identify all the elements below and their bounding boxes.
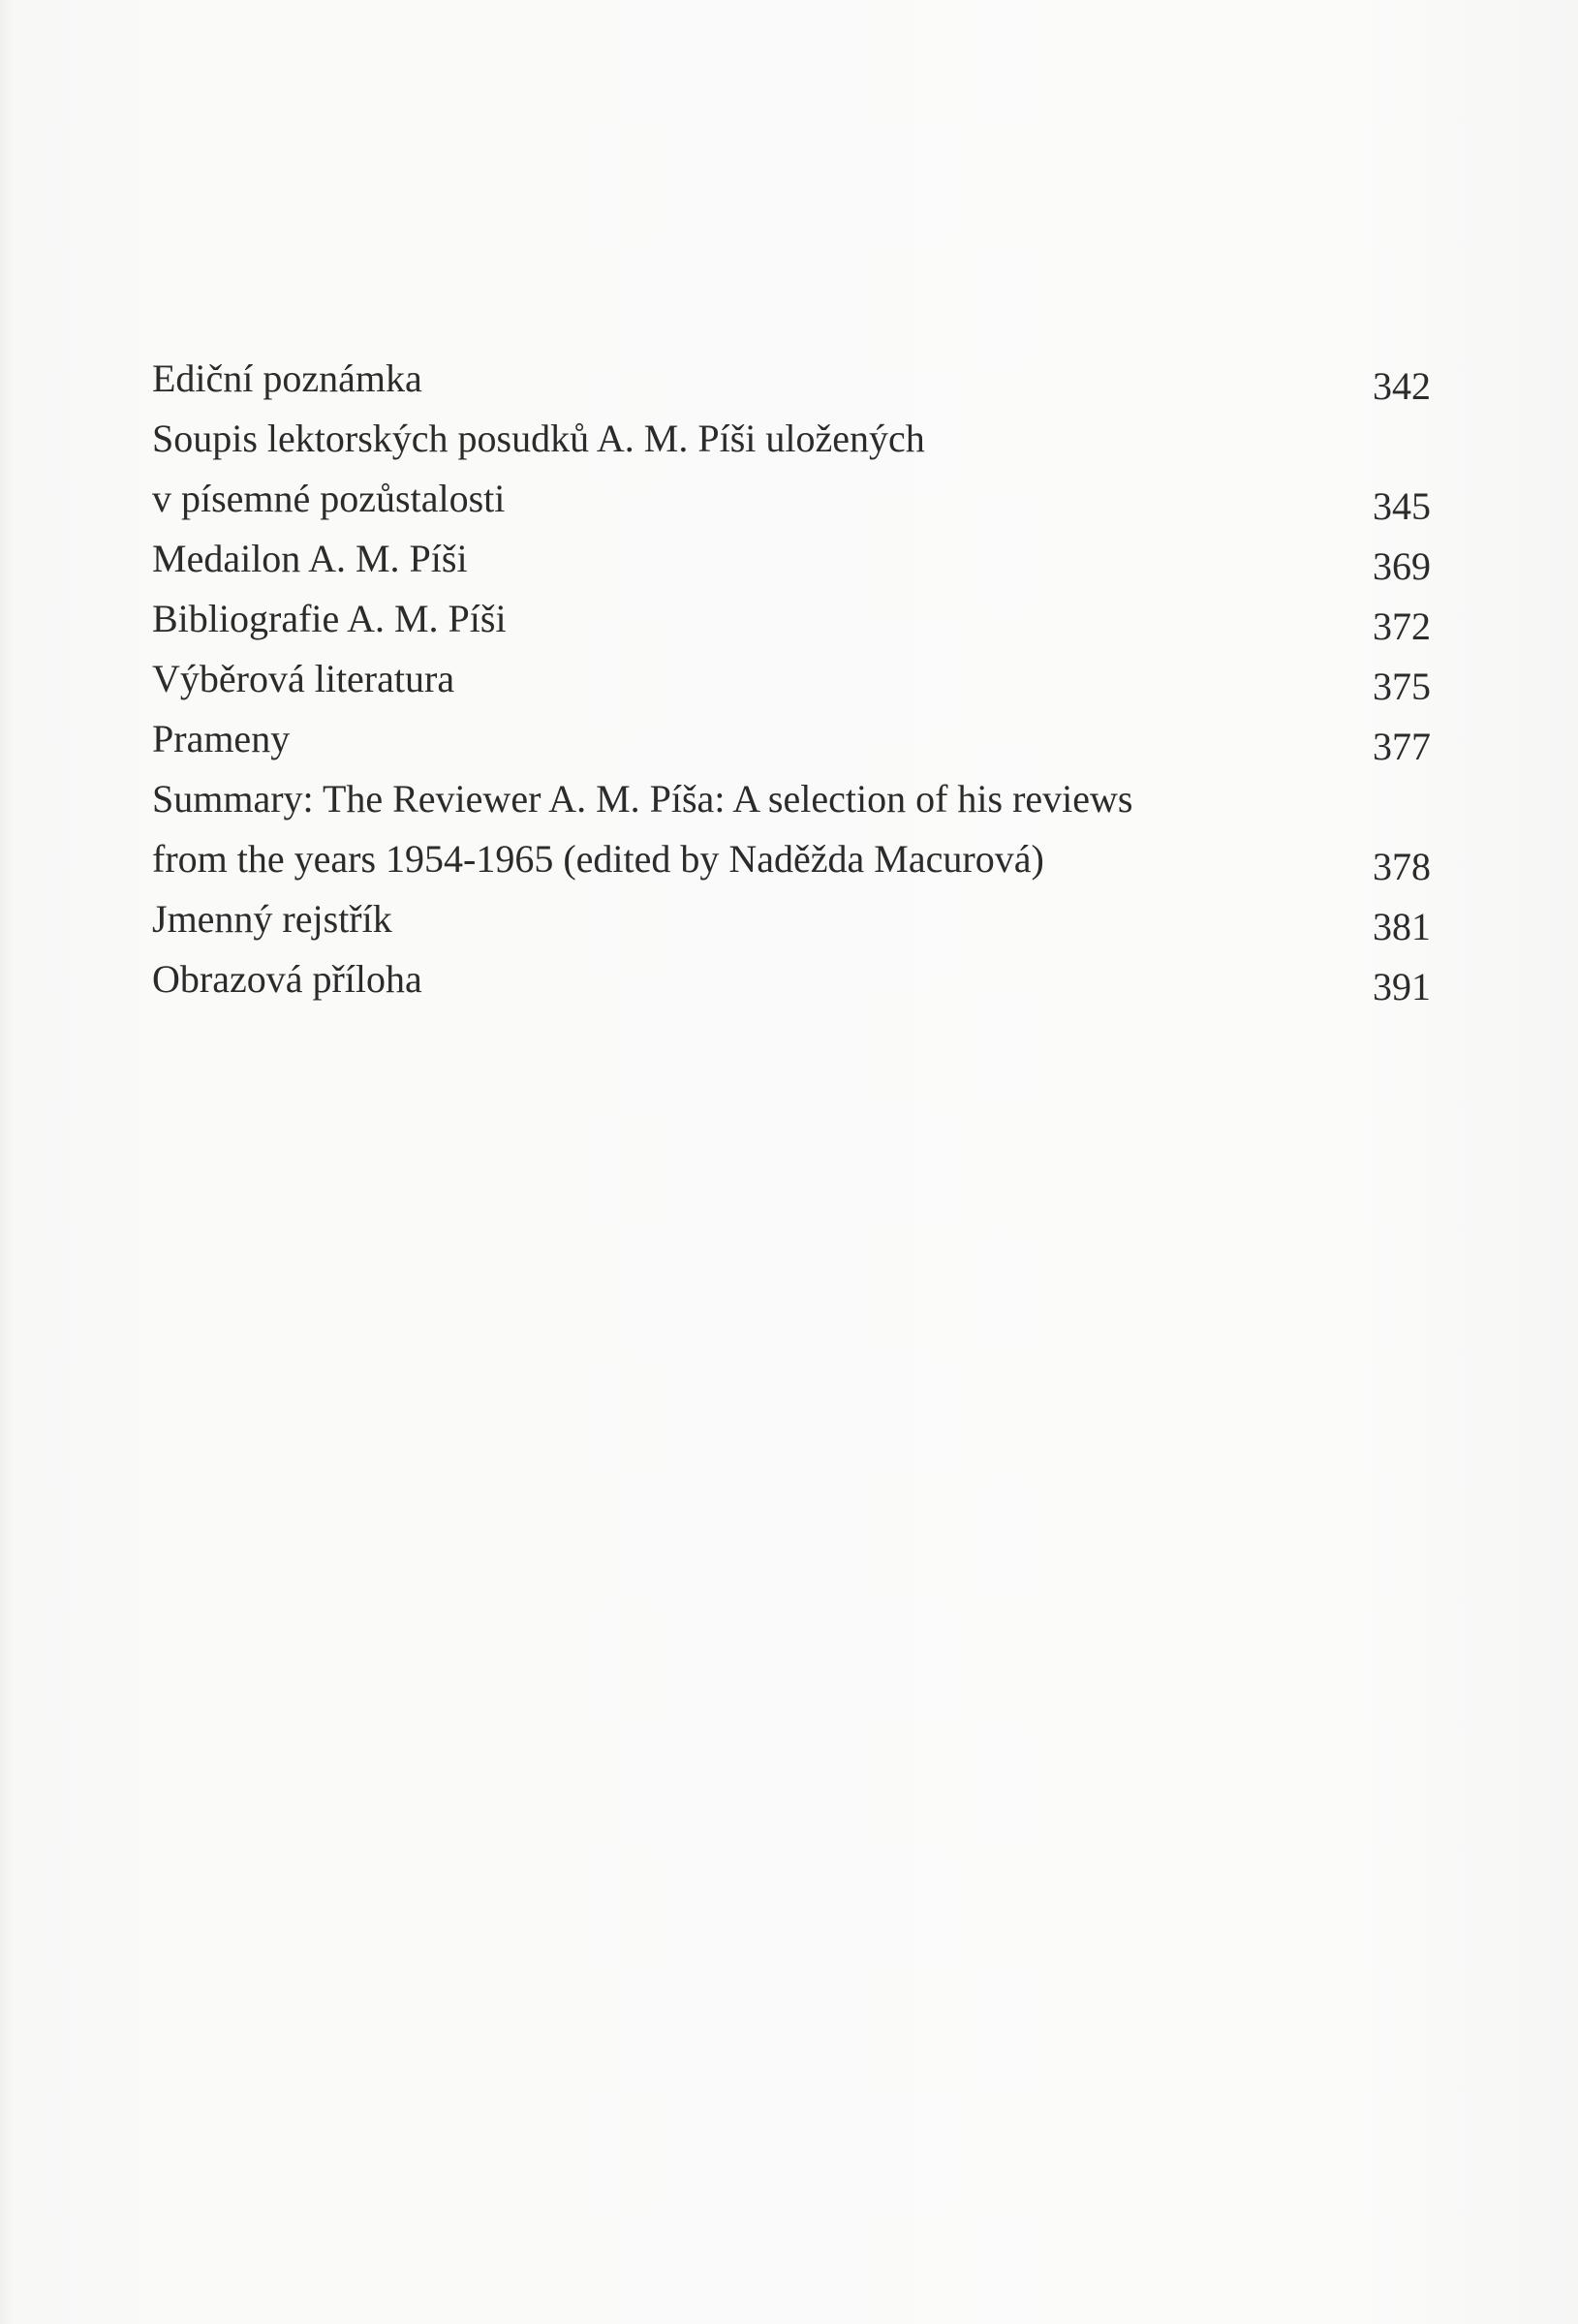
- table-of-contents: [152, 349, 1431, 1009]
- toc-entry-soupis-lektorskych-posudku: [152, 409, 1431, 529]
- toc-entry-page-number: 378: [1373, 845, 1431, 888]
- toc-entry-title: Výběrová literatura: [152, 657, 455, 700]
- toc-entry-title: Soupis lektorských posudků A. M. Píši uložených: [152, 417, 925, 460]
- toc-entry-jmenny-rejstrik: [152, 889, 1431, 949]
- toc-entry-medailon: [152, 529, 1431, 589]
- toc-entry-page-number: 345: [1373, 484, 1431, 528]
- toc-entry-page-number: 369: [1373, 544, 1431, 588]
- toc-entry-title-continuation: from the years 1954-1965 (edited by Naděžda Macurová): [152, 837, 1044, 881]
- toc-entry-prameny: [152, 709, 1431, 769]
- toc-entry-title: Prameny: [152, 717, 291, 760]
- toc-entry-summary: [152, 769, 1431, 889]
- toc-entry-title: Medailon A. M. Píši: [152, 537, 468, 580]
- toc-entry-page-number: 342: [1373, 364, 1431, 408]
- toc-entry-bibliografie: [152, 589, 1431, 649]
- toc-entry-title: Bibliografie A. M. Píši: [152, 597, 507, 640]
- toc-entry-page-number: 381: [1373, 905, 1431, 948]
- toc-entry-obrazova-priloha: [152, 949, 1431, 1009]
- toc-entry-page-number: 391: [1373, 965, 1431, 1008]
- toc-entry-title: Jmenný rejstřík: [152, 897, 392, 941]
- toc-entry-page-number: 377: [1373, 725, 1431, 768]
- toc-entry-page-number: 375: [1373, 665, 1431, 708]
- toc-entry-title: Ediční poznámka: [152, 356, 422, 400]
- toc-entry-title-continuation: v písemné pozůstalosti: [152, 477, 506, 520]
- toc-entry-title: Summary: The Reviewer A. M. Píša: A selection of his reviews: [152, 777, 1133, 821]
- toc-entry-vyberova-literatura: [152, 649, 1431, 709]
- toc-entry-page-number: 372: [1373, 604, 1431, 648]
- toc-entry-edicni-poznamka: [152, 349, 1431, 409]
- toc-entry-title: Obrazová příloha: [152, 957, 422, 1001]
